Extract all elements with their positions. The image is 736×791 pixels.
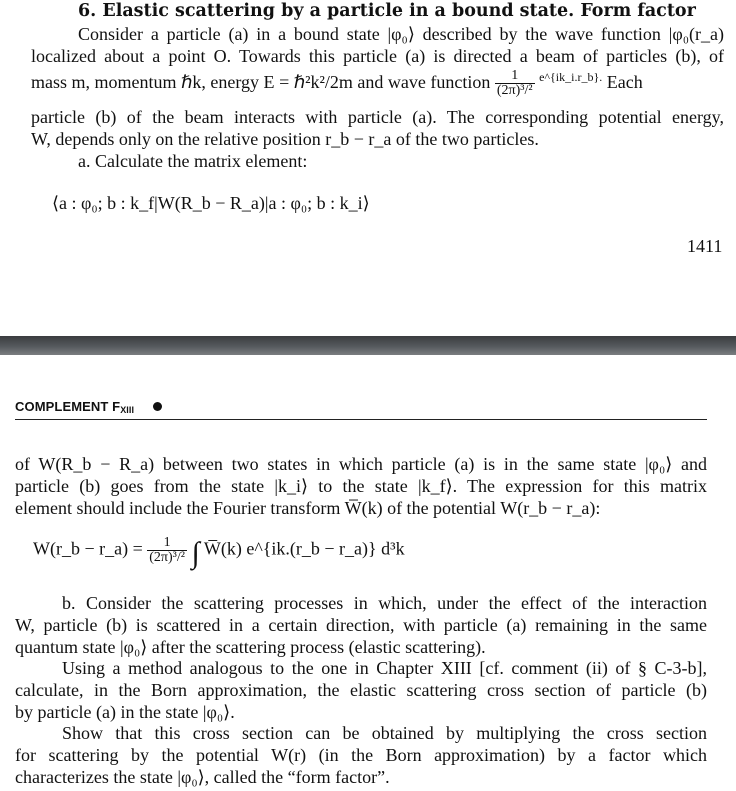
previous-page [0,0,736,336]
equation-fraction-denominator: (2π)³/² [149,550,185,565]
momentum-text: mass m, momentum ℏk [31,72,202,92]
problem-text-line-3 [31,66,724,98]
fourier-transform-equation [33,536,405,571]
plane-wave-exponential: e^{ik_i.r_b}. [539,70,603,84]
complement-label [15,399,134,415]
page-separator [0,336,736,355]
question-c-line-1: Using a method analogous to the one in Chapter XIII [cf. comment (ii) of § C-3-b], [62,658,707,678]
complement-text-line-3: element should include the Fourier transform W̅(k) of the potential W(r_b − r_a): [15,498,601,518]
fraction-denominator: (2π)³/² [496,83,533,99]
problem-title: 6. Elastic scattering by a particle in a bound state. Form factor [78,1,696,21]
energy-text: , energy E [201,72,275,92]
equation-lhs: W(r_b − r_a) = [33,538,143,559]
complement-label-text: COMPLEMENT F [15,399,121,414]
normalization-fraction [495,69,535,98]
complement-label-subscript: XIII [120,405,135,415]
fraction-numerator: 1 [495,69,535,84]
each-text: Each [606,72,643,92]
problem-text-line-4: particle (b) of the beam interacts with particle (a). The corresponding potential energy, [31,107,724,127]
question-c-line-2: calculate, in the Born approximation, the elastic scattering cross section of particle (b) [15,680,707,700]
question-b-line-1: b. Consider the scattering processes in which, under the effect of the interaction [62,593,707,613]
wave-function-text: ²/2m and wave function [319,72,491,92]
question-d-line-1: Show that this cross section can be obtained by multiplying the cross section [62,723,707,743]
complement-text-line-2: particle (b) goes from the state |k_i⟩ to the state |k_f⟩. The expression for this matrix [15,476,707,496]
page-number: 1411 [687,236,723,256]
question-d-line-2: for scattering by the potential W(r) (in the Born approximation) by a factor which [15,745,707,765]
header-divider [15,419,707,420]
question-a: a. Calculate the matrix element: [78,151,308,171]
complement-header [15,399,707,419]
energy-expression: = ℏ²k [274,72,320,92]
problem-text-line-1: Consider a particle (a) in a bound state |φ₀⟩ described by the wave function |φ₀(r_a) [78,24,724,44]
equation-fraction-numerator: 1 [147,536,187,551]
equation-rhs: W̅(k) e^{ik.(r_b − r_a)} d³k [203,538,405,559]
complement-text-line-1: of W(R_b − R_a) between two states in which particle (a) is in the same state |φ₀⟩ and [15,454,707,474]
matrix-element-equation: ⟨a : φ₀; b : k_f|W(R_b − R_a)|a : φ₀; b : k_i⟩ [52,193,370,213]
question-d-line-3: characterizes the state |φ₀⟩, called the “form factor”. [15,767,390,787]
equation-fraction [147,536,187,565]
bullet-icon [153,402,162,411]
question-b-line-2: W, particle (b) is scattered in a certain direction, with particle (a) remaining in the same [15,615,707,635]
question-b-line-3: quantum state |φ₀⟩ after the scattering process (elastic scattering). [15,637,486,657]
problem-text-line-2: localized about a point O. Towards this particle (a) is directed a beam of particles (b), of [31,46,724,66]
integral-sign-icon: ∫ [191,536,200,570]
question-c-line-3: by particle (a) in the state |φ₀⟩. [15,702,235,722]
problem-text-line-5: W, depends only on the relative position r_b − r_a of the two particles. [31,129,539,149]
